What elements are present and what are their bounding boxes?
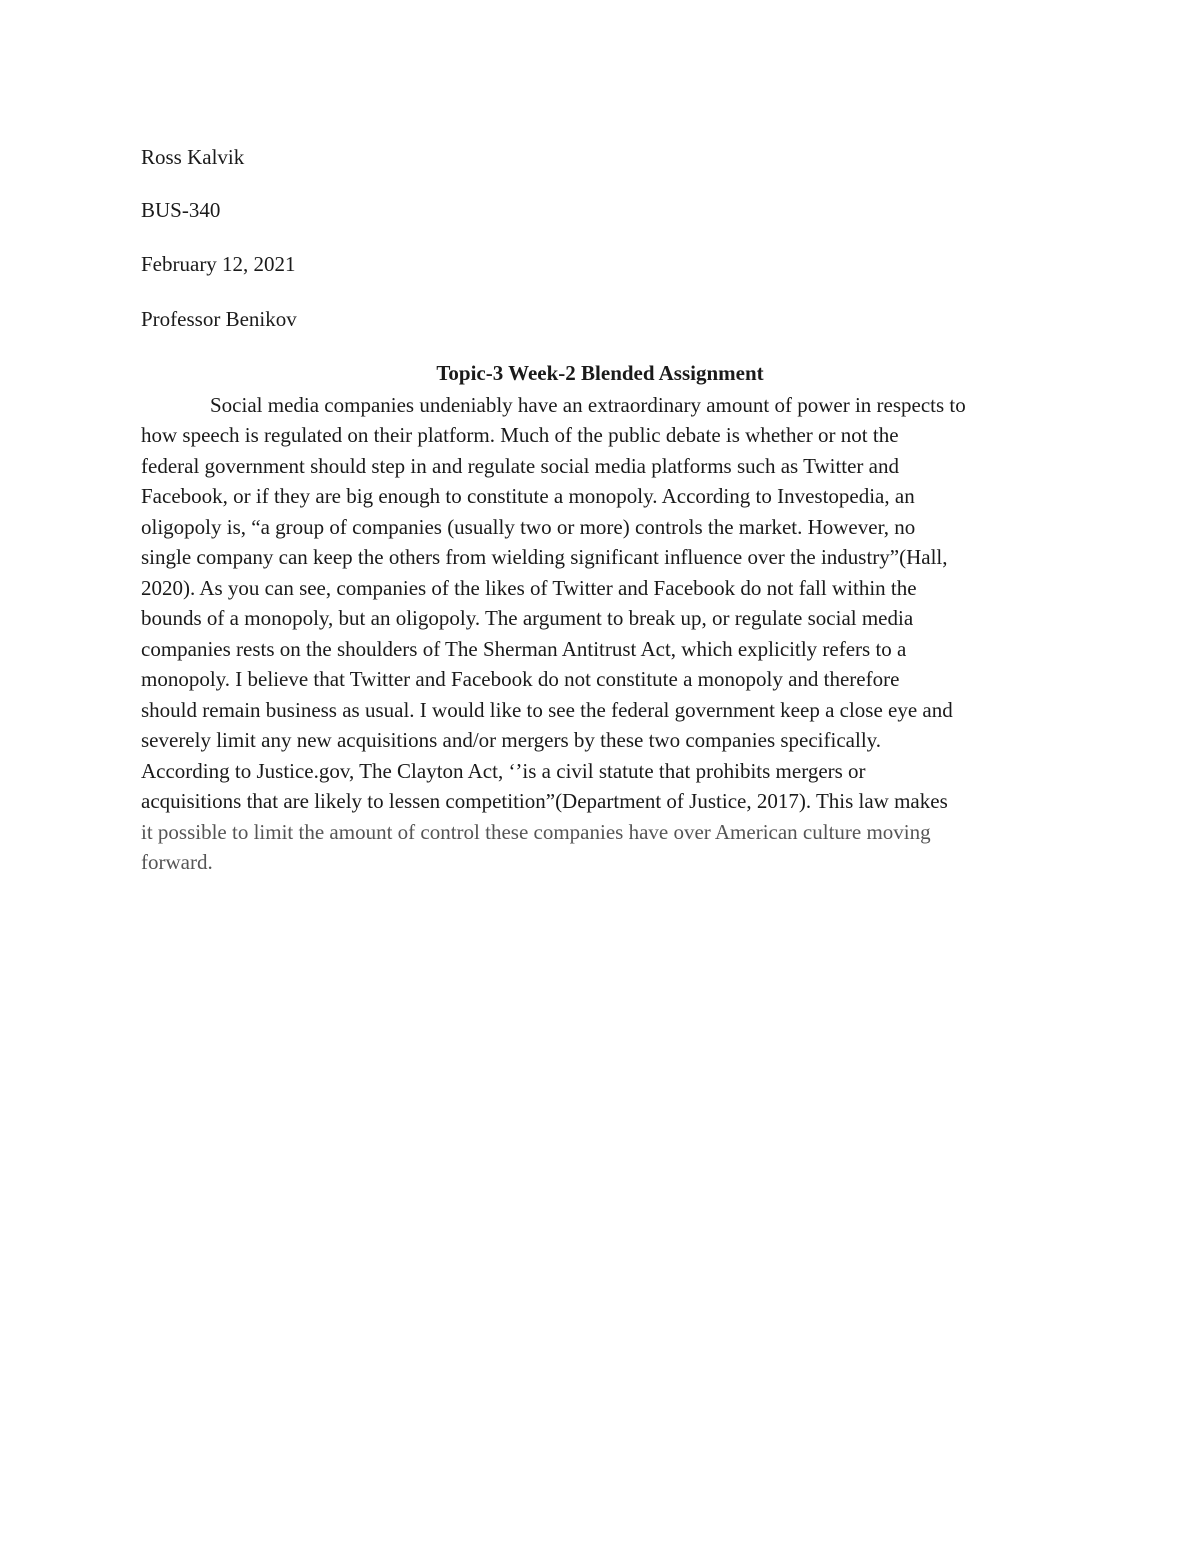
- body-line: acquisitions that are likely to lessen competition”(Department of Justice, 2017). This law makes: [141, 789, 948, 813]
- professor-name: Professor Benikov: [141, 307, 297, 331]
- course-code: BUS-340: [141, 198, 221, 222]
- author-name: Ross Kalvik: [141, 145, 245, 169]
- body-line: oligopoly is, “a group of companies (usually two or more) controls the market. However, no: [141, 515, 916, 539]
- body-line: 2020). As you can see, companies of the likes of Twitter and Facebook do not fall within the: [141, 576, 917, 600]
- body-line: it possible to limit the amount of control these companies have over American culture moving: [141, 820, 931, 844]
- body-line: Social media companies undeniably have an extraordinary amount of power in respects to: [210, 393, 966, 417]
- body-line: single company can keep the others from wielding significant influence over the industry”(Hall,: [141, 545, 948, 569]
- body-line: bounds of a monopoly, but an oligopoly. The argument to break up, or regulate social media: [141, 606, 914, 630]
- body-line: forward.: [141, 850, 213, 874]
- body-line: how speech is regulated on their platform. Much of the public debate is whether or not the: [141, 423, 899, 447]
- body-line: should remain business as usual. I would like to see the federal government keep a close eye and: [141, 698, 953, 722]
- body-line: severely limit any new acquisitions and/or mergers by these two companies specifically.: [141, 728, 882, 752]
- body-line: federal government should step in and regulate social media platforms such as Twitter and: [141, 454, 899, 478]
- date-line: February 12, 2021: [141, 252, 296, 276]
- assignment-title: Topic-3 Week-2 Blended Assignment: [436, 361, 764, 385]
- body-line: monopoly. I believe that Twitter and Facebook do not constitute a monopoly and therefore: [141, 667, 900, 691]
- body-line: According to Justice.gov, The Clayton Act, ‘’is a civil statute that prohibits mergers or: [141, 759, 866, 783]
- body-line: Facebook, or if they are big enough to constitute a monopoly. According to Investopedia, an: [141, 484, 915, 508]
- body-line: companies rests on the shoulders of The Sherman Antitrust Act, which explicitly refers to a: [141, 637, 907, 661]
